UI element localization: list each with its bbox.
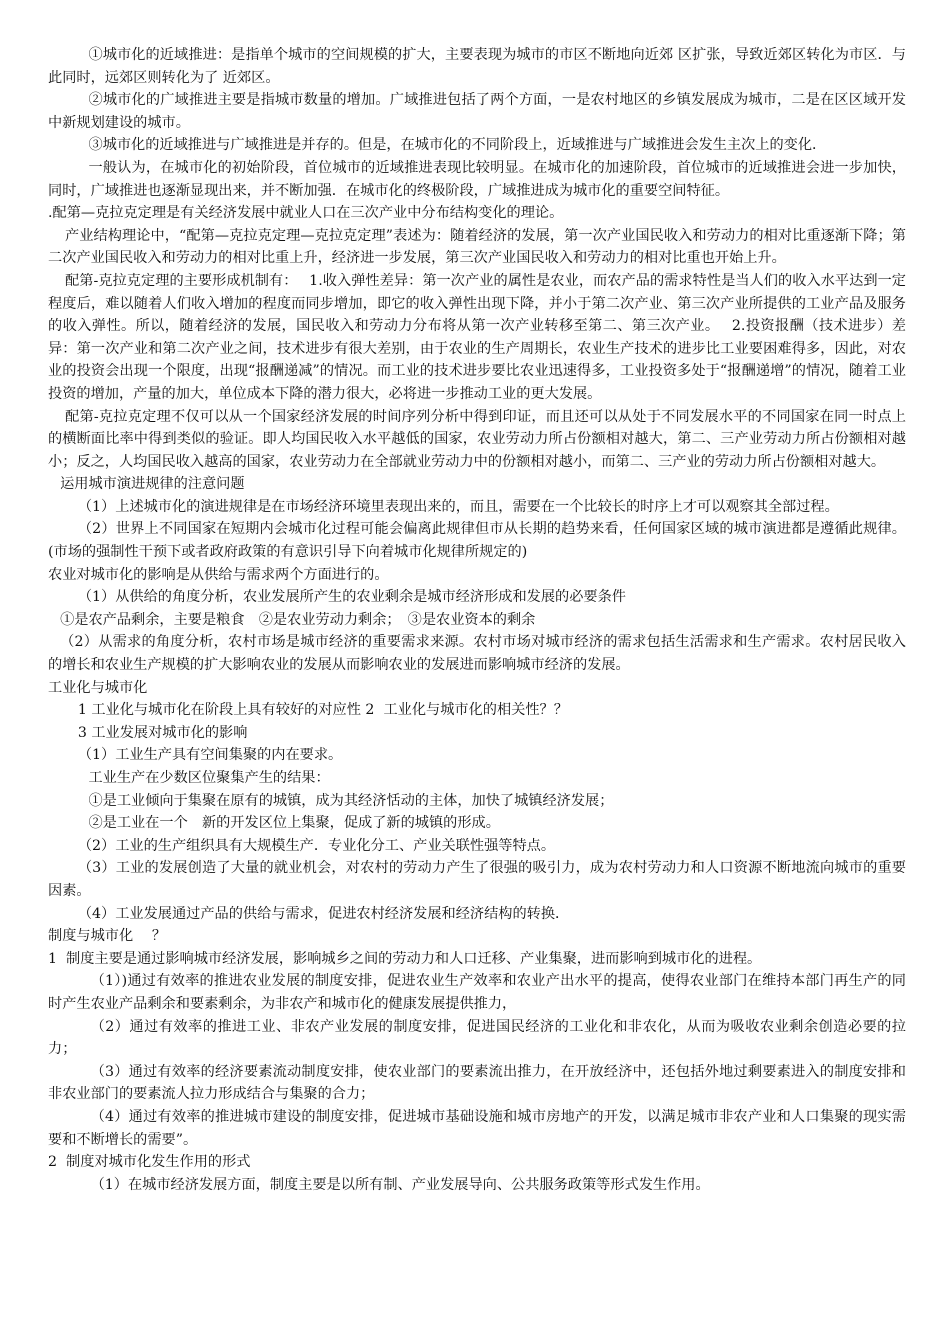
section-heading-institution-forms: 2 制度对城市化发生作用的形式 [48,1154,251,1171]
paragraph-institution-factor-flow: （3）通过有效率的经济要素流动制度安排，使农业部门的要素流出推力，在开放经济中，还包括外地过剩要素进入的制度安排和非农业部门的要素流人拉力形成结合与集聚的合力； [48,1063,906,1103]
paragraph-surplus-list: ①是农产品剩余，主要是粮食 ②是农业劳动力剩余； ③是农业资本的剩余 [60,611,536,628]
paragraph-coexistence: ③城市化的近域推进与广域推进是并存的。但是，在城市化的不同阶段上，近域推进与广域推进会发生主次上的变化． [88,137,827,154]
paragraph-industrial-organization: （2）工业的生产组织具有大规模生产．专业化分工、产业关联性强等特点。 [77,837,556,854]
paragraph-institution-point-1: 1 制度主要是通过影响城市经济发展，影响城乡之间的劳动力和人口迁移、产业集聚，进而影响到城市化的进程。 [48,950,762,967]
paragraph-agglomeration-result-1: ①是工业倾向于集聚在原有的城镇，成为其经济恬动的主体，加快了城镇经济发展； [88,792,614,809]
paragraph-stages: 一般认为，在城市化的初始阶段，首位城市的近域推进表现比较明显。在城市化的加速阶段，首位城市的近域推进会进一步加快，同时，广域推进也逐渐显现出来，并不断加强．在城市化的终极阶段，广域推进成为城市化的重要空间特征。 [48,159,906,199]
paragraph-supply-side: （1）从供给的角度分析，农业发展所产生的农业剩余是城市经济形成和发展的必要条件 [77,589,626,606]
paragraph-evolution-note-2: （2）世界上不同国家在短期内会城市化过程可能会偏离此规律但市从长期的趋势来看，任何国家区域的城市演进都是遵循此规律。(市场的强制性干预下或者政府政策的有意识引导下向着城市化规律所规定的) [48,521,906,561]
paragraph-petty-clark-intro: .配第—克拉克定理是有关经济发展中就业人口在三次产业中分布结构变化的理论。 [48,205,564,222]
paragraph-petty-clark-evidence: 配第-克拉克定理不仅可以从一个国家经济发展的时间序列分析中得到印证，而且还可以从处于不同发展水平的不同国家在同一时点上的横断面比率中得到类似的验证。即人均国民收入水平越低的国家，农业劳动力所占份额相对越大，第二、三产业劳动力所占份额相对越小；反之，人均国民收入越高的国家，农业劳动力在全部就业劳动力中的份额相对越小，而第二、三产业的劳动力所占份额相对越大。 [48,408,906,470]
paragraph-industrial-employment: （3）工业的发展创造了大量的就业机会，对农村的劳动力产生了很强的吸引力，成为农村劳动力和人口资源不断地流向城市的重要因素。 [48,860,906,899]
paragraph-agglomeration-result-2: ②是工业在一个 新的开发区位上集聚，促成了新的城镇的形成。 [88,815,500,832]
paragraph-industrial-point-3: 3 工业发展对城市化的影响 [77,724,248,741]
paragraph-institution-industry: （2）通过有效率的推进工业、非农产业发展的制度安排，促进国民经济的工业化和非农化，从而为吸收农业剩余创造必要的拉力； [48,1018,906,1058]
section-heading-agriculture: 农业对城市化的影响是从供给与需求两个方面进行的。 [48,566,389,583]
paragraph-evolution-note-1: （1）上述城市化的演进规律是在市场经济环境里表现出来的，而且，需要在一个比较长的时序上才可以观察其全部过程。 [77,498,839,515]
paragraph-wide-expansion: ②城市化的广域推进主要是指城市数量的增加。广域推进包括了两个方面，一是农村地区的乡镇发展成为城市，二是在区区域开发中新规划建设的城市。 [48,92,906,131]
paragraph-agglomeration-results: 工业生产在少数区位聚集产生的结果： [88,770,330,786]
paragraph-institution-forms-1: （1）在城市经济发展方面，制度主要是以所有制、产业发展导向、公共服务政策等形式发生作用。 [90,1176,710,1193]
paragraph-petty-clark-mechanism: 配第-克拉克定理的主要形成机制有： 1.收入弹性差异：第一次产业的属性是农业，而农产品的需求特性是当人们的收入水平达到一定程度后，难以随着人们收入增加的程度而同步增加，即它的收入弹性出现下降，并小于第二次产业、第三次产业所提供的工业产品及服务的收入弹性。所以，随着经济的发展，国民收入和劳动力分布将从第一次产业转移至第二、第三次产业。 2.投资报酬（技术进步）差异：第一次产业和第二次产业之间，技术进步有很大差别，由于农业的生产周期长，农业生产技术的进步比工业要困难得多，因此，对农业的投资会出现一个限度，出现“报酬递减”的情况。而工业的技术进步要比农业迅速得多，工业投资多处于“报酬递增”的情况，随着工业投资的增加，产量的加大，单位成本下降的潜力很大，必将进一步推动工业的更大发展。 [48,272,906,402]
paragraph-near-expansion: ①城市化的近域推进：是指单个城市的空间规模的扩大，主要表现为城市的市区不断地向近郊 区扩张，导致近郊区转化为市区．与此同时，远郊区则转化为了 近郊区。 [48,47,906,86]
paragraph-petty-clark-statement: 产业结构理论中，“配第—克拉克定理—克拉克定理”表述为：随着经济的发展，第一次产业国民收入和劳动力的相对比重逐渐下降；第二次产业国民收入和劳动力的相对比重上升，经济进一步发展，第三次产业国民收入和劳动力的相对比重也开始上升。 [48,227,906,267]
section-heading-industrialization: 工业化与城市化 [48,679,148,696]
paragraph-institution-agriculture: （1）)通过有效率的推进农业发展的制度安排，促进农业生产效率和农业产出水平的提高，使得农业部门在维持本部门再生产的同时产生农业产品剩余和要素剩余，为非农产和城市化的健康发展提供推力， [48,973,906,1012]
paragraph-industrial-agglomeration: （1）工业生产具有空间集聚的内在要求。 [77,747,343,764]
paragraph-demand-side: （2）从需求的角度分析，农村市场是城市经济的重要需求来源。农村市场对城市经济的需求包括生活需求和生产需求。农村居民收入的增长和农业生产规模的扩大影响农业的发展从而影响农业的发展进而影响城市经济的发展。 [48,634,906,674]
paragraph-industrial-point-1: 1 工业化与城市化在阶段上具有较好的对应性 2 工业化与城市化的相关性？？ [77,702,568,719]
paragraph-industrial-supply-demand: （4）工业发展通过产品的供给与需求，促进农村经济发展和经济结构的转换． [77,905,570,922]
section-heading-institutions: 制度与城市化 ？ [48,928,167,945]
section-heading-urban-evolution: 运用城市演进规律的注意问题 [60,476,245,493]
document-body [48,44,906,1196]
paragraph-institution-urban-construction: （4）通过有效率的推进城市建设的制度安排，促进城市基础设施和城市房地产的开发，以满足城市非农产业和人口集聚的现实需要和不断增长的需要”。 [48,1108,906,1148]
